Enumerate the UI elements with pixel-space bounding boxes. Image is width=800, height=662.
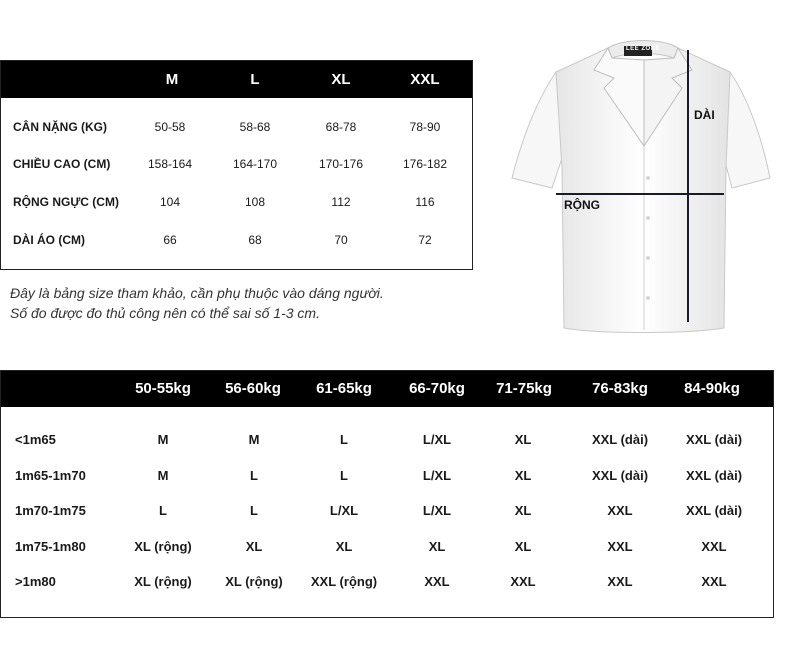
cell: XXL <box>701 574 727 589</box>
cell: XXL (dài) <box>685 503 743 518</box>
size-chart-row-chest <box>1 184 472 220</box>
cell: L <box>159 503 167 518</box>
cell: XL <box>428 539 446 554</box>
cell: XXL <box>607 574 633 589</box>
cell: L/XL <box>422 503 452 518</box>
height-label: <1m65 <box>15 432 56 447</box>
size-note-line-1: Đây là bảng size tham khảo, cần phụ thuộc vào dáng người. <box>10 285 384 301</box>
cell: L/XL <box>329 503 359 518</box>
cell: 164-170 <box>232 157 278 171</box>
cell: XXL (dài) <box>685 432 743 447</box>
size-header-m: M <box>165 71 179 88</box>
cell: XXL <box>510 574 536 589</box>
cell: L/XL <box>422 468 452 483</box>
cell: L/XL <box>422 432 452 447</box>
cell: 78-90 <box>409 120 441 134</box>
size-recommendation-table <box>0 370 774 618</box>
cell: XL (rộng) <box>134 574 192 589</box>
left-sleeve <box>512 72 562 188</box>
cell: XL <box>514 503 532 518</box>
weight-header-6: 76-83kg <box>592 380 648 397</box>
size-chart-header <box>1 61 472 98</box>
cell: XXL <box>701 539 727 554</box>
cell: 116 <box>415 195 435 209</box>
shirt-illustration <box>498 28 798 338</box>
cell: 170-176 <box>318 157 364 171</box>
cell: M <box>248 432 260 447</box>
size-note-line-2: Số đo được đo thủ công nên có thể sai số 1-3 cm. <box>10 305 320 321</box>
cell: 72 <box>418 233 432 247</box>
cell: 66 <box>163 233 177 247</box>
height-row-3 <box>1 493 773 529</box>
cell: XXL (rộng) <box>310 574 378 589</box>
cell: XL <box>514 468 532 483</box>
cell: M <box>157 468 169 483</box>
cell: XXL (dài) <box>591 432 649 447</box>
cell: 68 <box>248 233 262 247</box>
size-chart-row-weight <box>1 109 472 145</box>
cell: XXL <box>607 539 633 554</box>
row-label: CÂN NẶNG (KG) <box>13 120 107 134</box>
cell: L <box>250 468 258 483</box>
cell: XL (rộng) <box>225 574 283 589</box>
cell: XL <box>335 539 353 554</box>
cell: 70 <box>334 233 348 247</box>
weight-header-row <box>1 371 773 407</box>
weight-header-5: 71-75kg <box>496 380 552 397</box>
cell: 158-164 <box>147 157 193 171</box>
height-label: 1m65-1m70 <box>15 468 86 483</box>
weight-header-4: 66-70kg <box>409 380 465 397</box>
cell: 104 <box>159 195 181 209</box>
cell: XXL <box>424 574 450 589</box>
length-label: DÀI <box>694 108 715 122</box>
row-label: DÀI ÁO (CM) <box>13 233 85 247</box>
size-chart-row-length <box>1 222 472 258</box>
cell: XL <box>514 539 532 554</box>
row-label: RỘNG NGỰC (CM) <box>13 195 119 209</box>
cell: L <box>340 468 348 483</box>
cell: 58-68 <box>239 120 271 134</box>
height-row-4 <box>1 529 773 565</box>
size-header-xl: XL <box>331 71 351 88</box>
size-header-l: L <box>250 71 260 88</box>
weight-header-7: 84-90kg <box>684 380 740 397</box>
width-label: RỘNG <box>564 198 600 212</box>
cell: XL <box>514 432 532 447</box>
size-chart-table <box>0 60 473 270</box>
cell: L <box>340 432 348 447</box>
weight-header-1: 50-55kg <box>135 380 191 397</box>
right-sleeve <box>724 72 770 188</box>
cell: 176-182 <box>402 157 448 171</box>
cell: 50-58 <box>154 120 186 134</box>
size-chart-row-height <box>1 146 472 182</box>
cell: L <box>250 503 258 518</box>
cell: XL <box>245 539 263 554</box>
cell: 68-78 <box>325 120 357 134</box>
height-row-1 <box>1 422 773 458</box>
brand-tag-text: LEE ZONE <box>626 46 661 52</box>
cell: M <box>157 432 169 447</box>
cell: 112 <box>331 195 351 209</box>
shirt-measurement-diagram <box>498 28 798 338</box>
cell: XXL <box>607 503 633 518</box>
height-label: 1m70-1m75 <box>15 503 86 518</box>
cell: XXL (dài) <box>685 468 743 483</box>
cell: XXL (dài) <box>591 468 649 483</box>
height-row-5 <box>1 564 773 600</box>
height-row-2 <box>1 458 773 494</box>
size-header-xxl: XXL <box>410 71 440 88</box>
height-label: 1m75-1m80 <box>15 539 86 554</box>
row-label: CHIỀU CAO (CM) <box>13 157 111 171</box>
weight-header-3: 61-65kg <box>316 380 372 397</box>
cell: XL (rộng) <box>134 539 192 554</box>
cell: 108 <box>244 195 266 209</box>
height-label: >1m80 <box>15 574 56 589</box>
weight-header-2: 56-60kg <box>225 380 281 397</box>
